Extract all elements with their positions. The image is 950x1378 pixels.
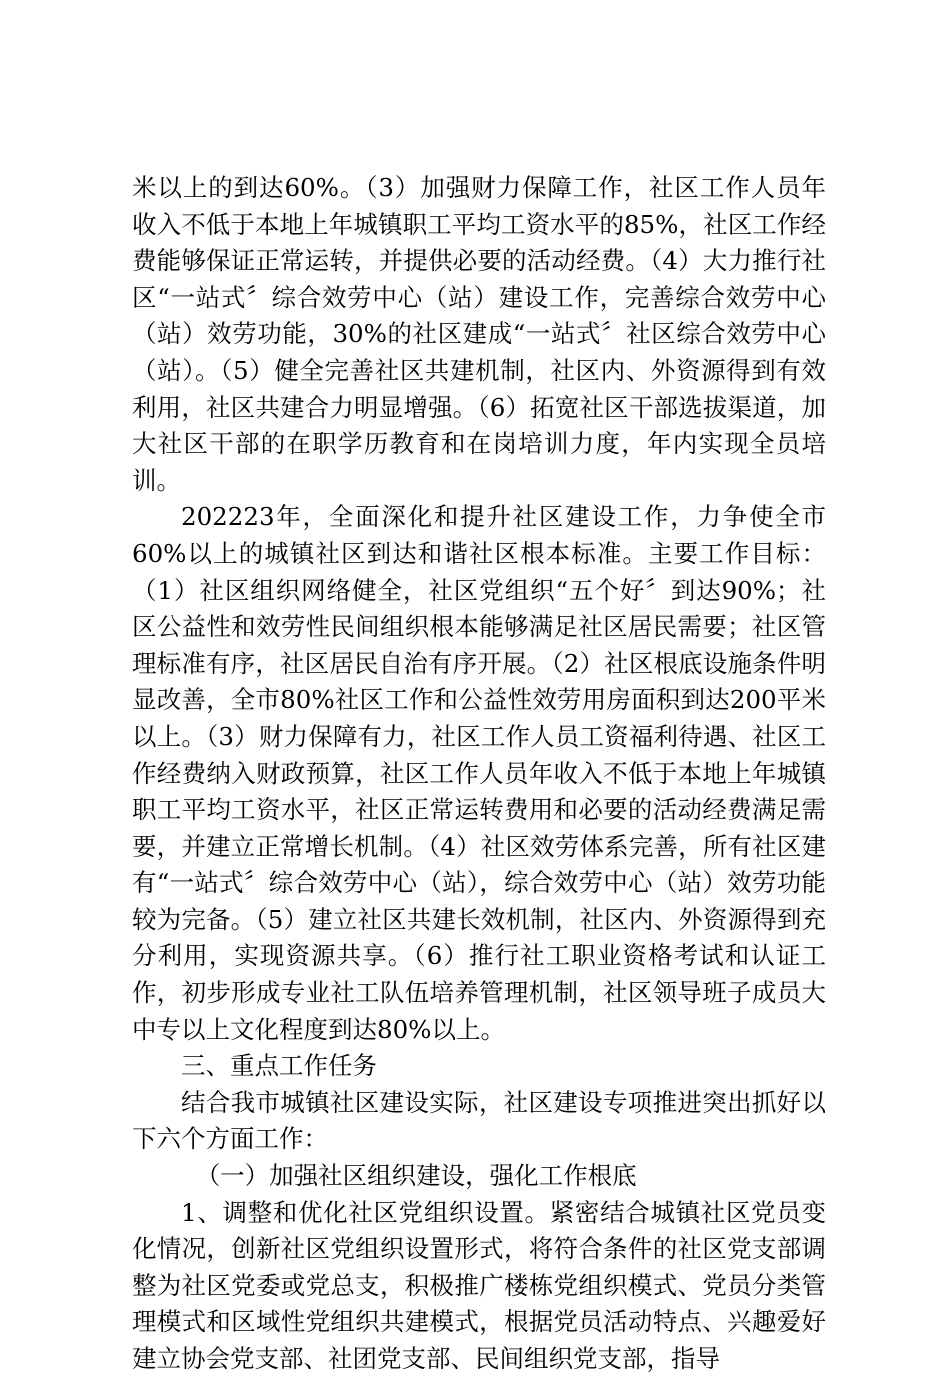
paragraph-item-1: 1、调整和优化社区党组织设置。紧密结合城镇社区党员变化情况，创新社区党组织设置形式，将符合条件的社区党支部调整为社区党委或党总支，积极推广楼栋党组织模式、党员分类管理模式和区域性党组织共建模式，根据党员活动特点、兴趣爱好建立协会党支部、社团党支部、民间组织党支部，指导 [132, 1197, 826, 1373]
paragraph-continuation: 米以上的到达60%。（3）加强财力保障工作，社区工作人员年收入不低于本地上年城镇职工平均工资水平的85%，社区工作经费能够保证正常运转，并提供必要的活动经费。（4）大力推行社区“一站式〞综合效劳中心（站）建设工作，完善综合效劳中心（站）效劳功能，30%的社区建成“一站式〞社区综合效劳中心（站）。（5）健全完善社区共建机制，社区内、外资源得到有效利用，社区共建合力明显增强。（6）拓宽社区干部选拔渠道，加大社区干部的在职学历教育和在岗培训力度，年内实现全员培训。 [132, 173, 826, 495]
document-body [132, 170, 826, 1378]
subsection-heading: （一）加强社区组织建设，强化工作根底 [195, 1161, 637, 1191]
section-heading: 三、重点工作任务 [181, 1051, 377, 1081]
paragraph-goals: 202223年，全面深化和提升社区建设工作，力争使全市60%以上的城镇社区到达和谐社区根本标准。主要工作目标：（1）社区组织网络健全，社区党组织“五个好〞到达90%；社区公益性和效劳性民间组织根本能够满足社区居民需要；社区管理标准有序，社区居民自治有序开展。（2）社区根底设施条件明显改善，全市80%社区工作和公益性效劳用房面积到达200平米以上。（3）财力保障有力，社区工作人员工资福利待遇、社区工作经费纳入财政预算，社区工作人员年收入不低于本地上年城镇职工平均工资水平，社区正常运转费用和必要的活动经费满足需要，并建立正常增长机制。（4）社区效劳体系完善，所有社区建有“一站式〞综合效劳中心（站），综合效劳中心（站）效劳功能较为完备。（5）建立社区共建长效机制，社区内、外资源得到充分利用，实现资源共享。（6）推行社工职业资格考试和认证工作，初步形成专业社工队伍培养管理机制，社区领导班子成员大中专以上文化程度到达80%以上。 [132, 502, 826, 1044]
paragraph-intro: 结合我市城镇社区建设实际，社区建设专项推进突出抓好以下六个方面工作： [132, 1087, 826, 1154]
